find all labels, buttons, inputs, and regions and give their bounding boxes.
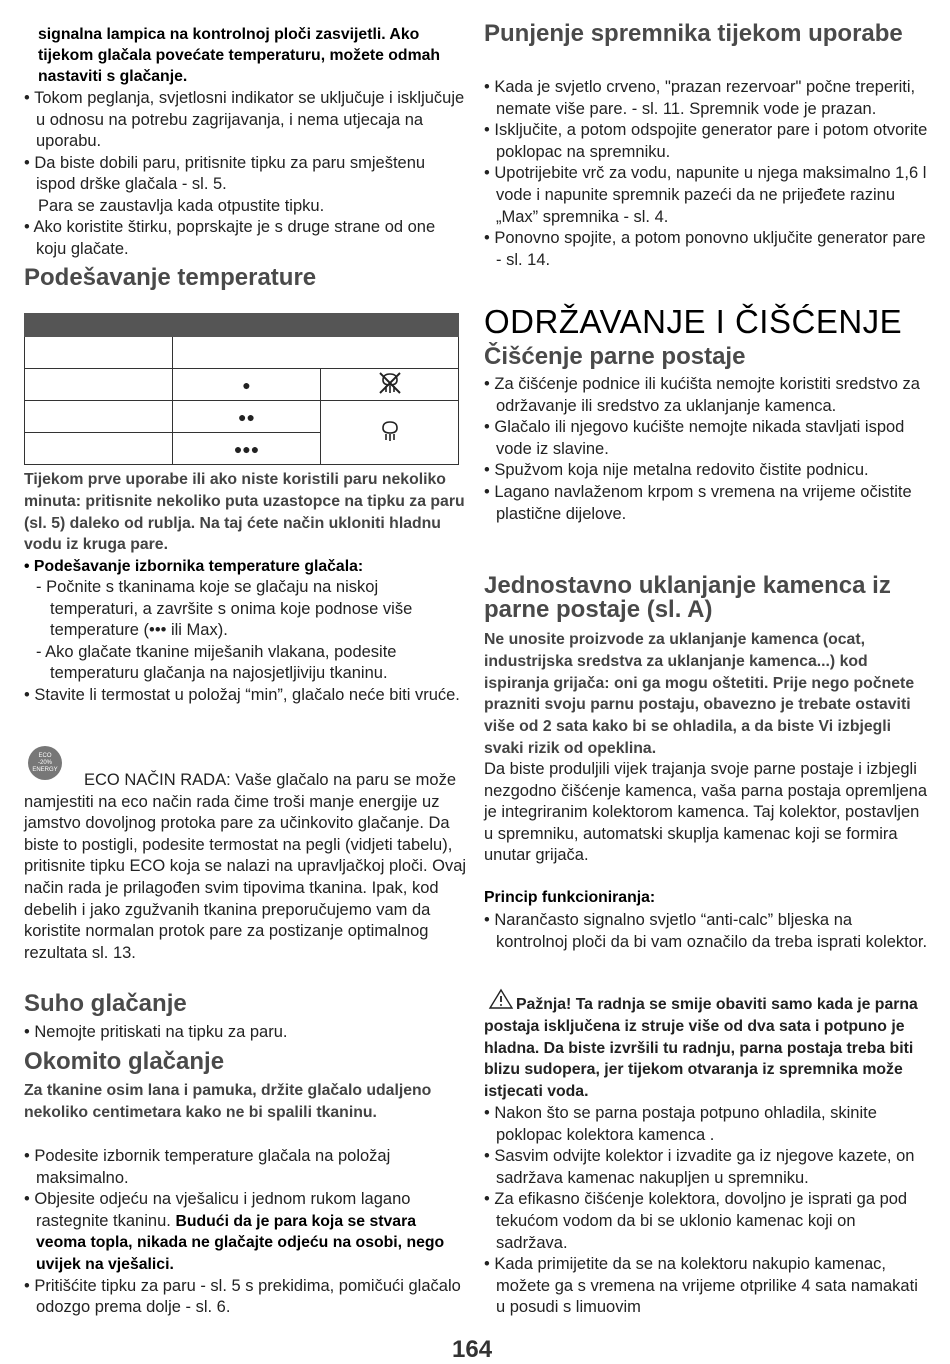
table-row: [25, 401, 459, 433]
thermostat-list: [24, 685, 468, 707]
refill-heading: Punjenje spremnika tijekom uporabe: [484, 20, 903, 47]
list-item: • Upotrijebite vrč za vodu, napunite u njega maksimalno 1,6 l vode i napunite spremnik pazeći da ne prijeđete razinu „Max” spremnika - sl. 4.: [484, 163, 928, 228]
list-item: - Ako glačate tkanine miješanih vlakana, podesite temperaturu glačanja na najosjetljiviju tkaninu.: [24, 642, 468, 685]
steam-stop-text: Para se zaustavlja kada otpustite tipku.: [38, 197, 325, 215]
descale-heading: Jednostavno uklanjanje kamenca iz parne postaje (sl. A): [484, 572, 891, 623]
starch-bullet-list: [24, 217, 468, 260]
warning-text: [484, 994, 928, 1103]
warning-triangle-icon: [488, 988, 514, 1010]
table-row: [25, 337, 459, 369]
descale-text: Da biste produljili vijek trajanja svoje parne postaje i izbjegli nezgodno čišćenje kamenca, vaša parna postaja opremljena je integriranim kolektorom kamenca. Taj kolektor, postavljen u spremniku, automatski skuplja kamenac koji se formira unutar grijača.: [484, 760, 928, 865]
descale-bold-text: Ne unosite proizvode za uklanjanje kamenca (ocat, industrijska sredstva za uklanjanje kamenca...) kod ispiranja grijača: oni ga mogu oštetiti. Prije nego počnete prazniti svoju parnu postaju, obavezno je trebate ostaviti više od 2 sata kako bi se ohladila, a da biste Vi izbjegli svaki rizik od opeklina.: [484, 631, 915, 757]
list-item: • Narančasto signalno svjetlo “anti-calc” bljeska na kontrolnoj ploči da bi vam označilo da treba isprati kolektor.: [484, 910, 928, 953]
temp-dots-3: ●●●: [173, 433, 321, 465]
list-item: • Da biste dobili paru, pritisnite tipku za paru smještenu ispod drške glačala - sl. 5.: [24, 153, 468, 196]
eco-paragraph: [24, 770, 468, 964]
dry-ironing-list: [24, 1022, 468, 1044]
intro-bold-text: signalna lampica na kontrolnoj ploči zasvijetli. Ako tijekom glačala povećate temperaturu, možete odmah nastaviti s glačanje.: [38, 26, 441, 85]
dry-ironing-heading: Suho glačanje: [24, 990, 187, 1017]
temp-dots-2: ●●: [173, 401, 321, 433]
eco-lead: ECO NAČIN RADA:: [84, 771, 231, 789]
intro-bullet-list: [24, 88, 468, 196]
list-item: • Isključite, a potom odspojite generator pare i potom otvorite poklopac na spremniku.: [484, 120, 928, 163]
vertical-warning-text: Budući da je para koja se stvara veoma topla, nikada ne glačajte odjeću na osobi, nego uvijek na vješalici.: [36, 1212, 445, 1273]
cleaning-heading: Čišćenje parne postaje: [484, 343, 746, 370]
first-use-text: Tijekom prve uporabe ili ako niste koristili paru nekoliko minuta: pritisnite nekoliko puta uzastopce na tipku za paru (sl. 5) daleko od rublja. Na taj ćete način ukloniti hladnu vodu iz kruga pare.: [24, 471, 465, 554]
refill-list: [484, 77, 928, 271]
vertical-ironing-heading: Okomito glačanje: [24, 1048, 225, 1075]
eco-text: Vaše glačalo na paru se može namjestiti na eco način rada čime troši manje energije uz jamstvo dovoljnog protoka pare za učinkovito glačanje. Da biste to postigli, podesite termostat na pegli (vidjeti tabelu), pritisnite tipku ECO koja se nalazi na upravljačkoj ploči. Ovaj način rada je prilagođen svim tipovima tkanina. Ipak, kod debelih i jako zgužvanih tkanina preporučujemo vam da koristite normalan protok pare za postizanje optimalnog rezultata sl. 13.: [24, 771, 467, 962]
list-item: • Glačalo ili njegovo kućište nemojte nikada stavljati ispod vode iz slavine.: [484, 417, 928, 460]
list-item: • Tokom peglanja, svjetlosni indikator se uključuje i isključuje u odnosu na potrebu zagrijavanja, i nema utjecaja na uporabu.: [24, 88, 468, 153]
selector-title: • Podešavanje izbornika temperature glačala:: [24, 558, 364, 575]
list-item: • Lagano navlaženom krpom s vremena na vrijeme očistite plastične dijelove.: [484, 482, 928, 525]
maintenance-heading: ODRŽAVANJE I ČIŠĆENJE: [484, 303, 903, 340]
list-item: • Pritišćite tipku za paru - sl. 5 s prekidima, pomičući glačalo odozgo prema dolje - sl. 6.: [24, 1276, 468, 1319]
vertical-bold-text: Za tkanine osim lana i pamuka, držite glačalo udaljeno nekoliko centimetara kako ne bi spalili tkaninu.: [24, 1082, 432, 1121]
no-steam-icon: [321, 369, 459, 401]
list-item: • Nemojte pritiskati na tipku za paru.: [24, 1022, 468, 1044]
temp-dots-1: ●: [173, 369, 321, 401]
collector-cleaning-list: [484, 1103, 928, 1319]
list-item: • Stavite li termostat u položaj “min”, glačalo neće biti vruće.: [24, 685, 468, 707]
selector-dash-list: [24, 577, 468, 685]
list-item: • Ako koristite štirku, poprskajte je s druge strane od one koju glačate.: [24, 217, 468, 260]
list-item: • Podesite izbornik temperature glačala na položaj maksimalno.: [24, 1146, 468, 1189]
steam-icon: [321, 401, 459, 465]
table-row: [25, 369, 459, 401]
list-item: • Sasvim odvijte kolektor i izvadite ga iz njegove kazete, on sadržava kamenac nakupljen u spremniku.: [484, 1146, 928, 1189]
list-item: • Spužvom koja nije metalna redovito čistite podnicu.: [484, 460, 928, 482]
list-item: - Počnite s tkaninama koje se glačaju na niskoj temperaturi, a završite s onima koje podnose više temperature (••• ili Max).: [24, 577, 468, 642]
list-item: • Nakon što se parna postaja potpuno ohladila, skinite poklopac kolektora kamenca .: [484, 1103, 928, 1146]
vertical-bullet-list: [24, 1146, 468, 1319]
list-item: • Kada je svjetlo crveno, "prazan rezervoar" počne treperiti, nemate više pare. - sl. 11. Spremnik vode je prazan.: [484, 77, 928, 120]
page-number: 164: [452, 1336, 493, 1363]
list-item: • Za čišćenje podnice ili kućišta nemojte koristiti sredstvo za održavanje ili sredstvo za uklanjanje kamenca.: [484, 374, 928, 417]
temperature-heading: Podešavanje temperature: [24, 264, 317, 291]
principle-title: Princip funkcioniranja:: [484, 889, 656, 906]
cleaning-list: [484, 374, 928, 525]
list-item: • Kada primijetite da se na kolektoru nakupio kamenac, možete ga s vremena na vrijeme otprilike 4 sata namakati u posudi s limuovim: [484, 1254, 928, 1319]
table-header-row: [25, 314, 459, 337]
eco-badge-text: ECO -20% ENERGY: [32, 752, 58, 773]
list-item: • Ponovno spojite, a potom ponovno uključite generator pare - sl. 14.: [484, 228, 928, 271]
temperature-table: [24, 313, 459, 465]
list-item: • Za efikasno čišćenje kolektora, dovoljno je isprati ga pod tekućom vodom da bi se uklonio kamenac koji on sadržava.: [484, 1189, 928, 1254]
principle-list: [484, 910, 928, 953]
warning-bold: Pažnja! Ta radnja se smije obaviti samo kada je parna postaja isključena iz struje više od dva sata i potpuno je hladna. Da biste izvršili tu radnju, parna postaja treba biti blizu sudopera, jer tijekom otvaranja iz spremnika može istjecati voda.: [484, 996, 918, 1101]
list-item: [24, 1189, 468, 1275]
vertical-normal-text: Objesite odjeću na vješalicu i jednom rukom lagano rastegnite tkaninu.: [34, 1190, 411, 1230]
